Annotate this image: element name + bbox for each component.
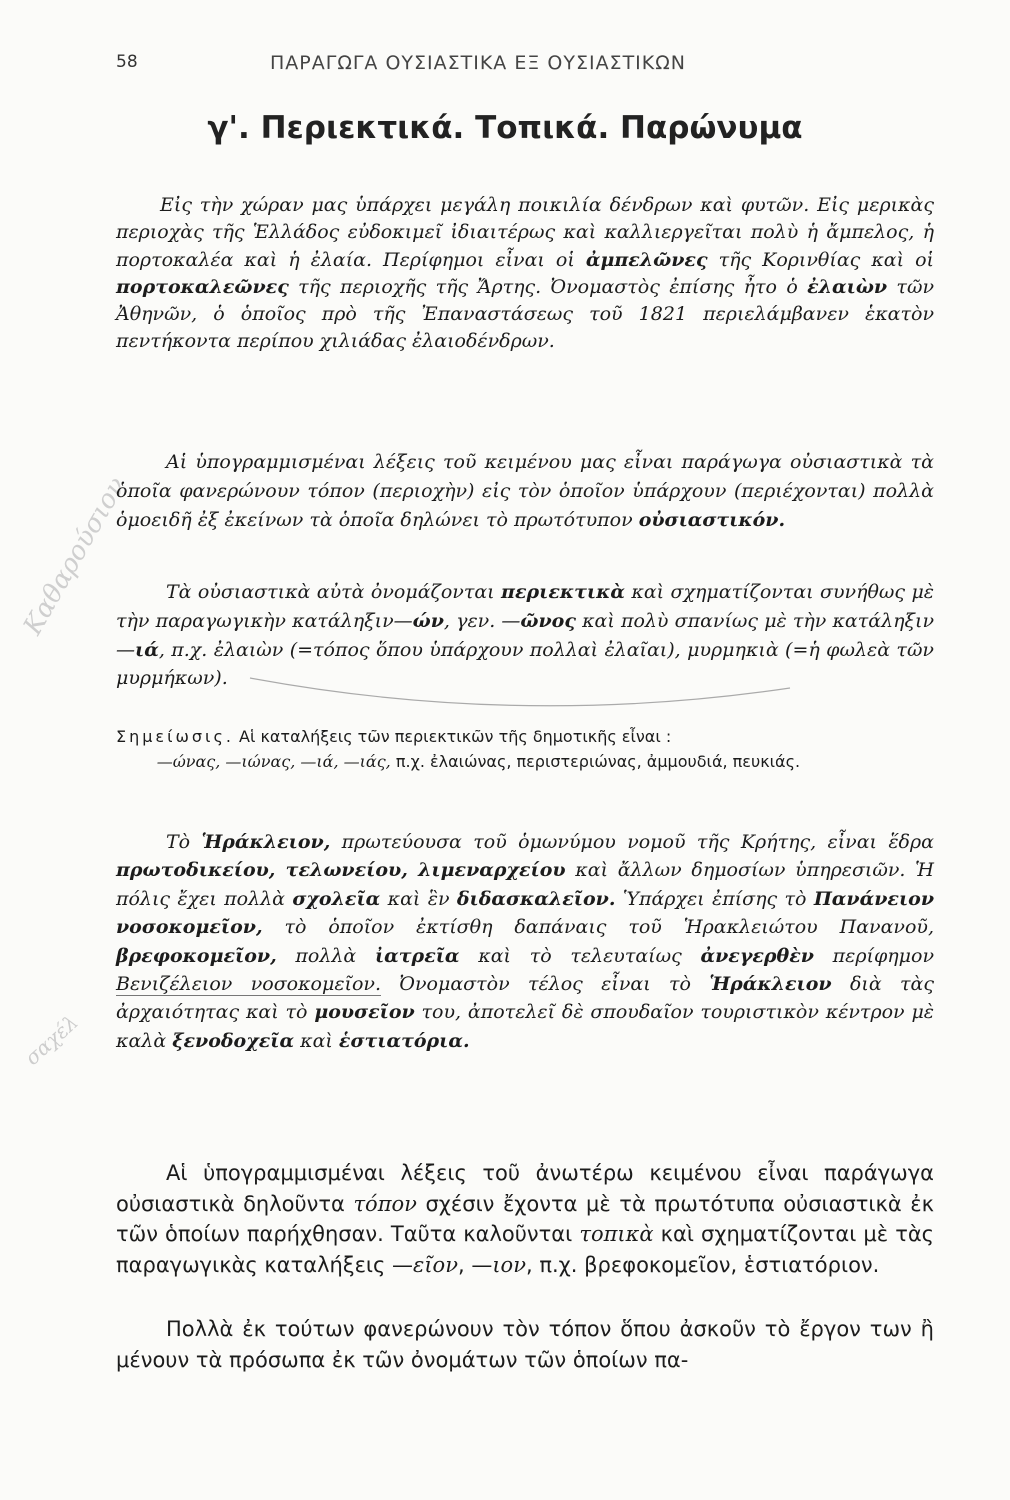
suffix-ion: ιον — [492, 1252, 526, 1277]
term-xenodocheia: ξενοδοχεῖα — [172, 1029, 295, 1052]
term-herakleion-2: Ἡράκλειον — [709, 973, 832, 996]
page-number: 58 — [116, 52, 138, 72]
term-estiatoria: ἑστιατόρια. — [338, 1029, 470, 1052]
suffix-onos: ῶνος — [520, 609, 576, 632]
paragraph-explanation: Αἱ ὑπογραμμισμέναι λέξεις τοῦ κειμένου μας εἶναι παράγωγα οὐσιαστικὰ τὰ ὁποῖα φανερώνουν τόπον (περιοχὴν) εἰς τὸν ὁποῖον ὑπάρχουν (περιέχονται) πολλὰ ὁμοειδῆ ἐξ ἐκείνων τὰ ὁποῖα δηλώνει τὸ πρωτότυπον οὐσιαστικόν. — [116, 451, 934, 531]
section-title: γ'. Περιεκτικά. Τοπικά. Παρώνυμα — [207, 110, 803, 146]
term-herakleion: Ἡράκλειον, — [201, 831, 331, 853]
paragraph-topika: Αἱ ὑπογραμμισμέναι λέξεις τοῦ ἀνωτέρω κειμένου εἶναι παράγωγα οὐσιαστικὰ δηλοῦντα τόπον σχέσιν ἔχοντα μὲ τὰ πρωτότυπα οὐσιαστικὰ ἐκ τῶν ὁποίων παρήχθησαν. Ταῦτα καλοῦνται τοπικὰ καὶ σχηματίζονται μὲ τὰς παραγωγικὰς καταλήξεις —εῖον, —ιον, π.χ. βρεφοκομεῖον, ἑστιατόριον. — [116, 1161, 935, 1277]
note-endings: —ώνας, —ιώνας, —ιά, —ιάς, — [156, 752, 391, 771]
paragraph-continuation: Πολλὰ ἐκ τούτων φανερώνουν τὸν τόπον ὅπου ἀσκοῦν τὸ ἔργον των ἢ μένουν τὰ πρόσωπα ἐκ τῶν ὀνομάτων τῶν ὁποίων πα- — [116, 1317, 934, 1372]
term-portokaleones: πορτοκαλεῶνες — [116, 275, 289, 298]
paragraph-periektika: Τὰ οὐσιαστικὰ αὐτὰ ὀνομάζονται περιεκτικὰ καὶ σχηματίζονται συνήθως μὲ τὴν παραγωγικὴν κατάληξιν—ών, γεν. —ῶνος καὶ πολὺ σπανίως μὲ τὴν κατάληξιν —ιά, π.χ. ἐλαιὼν (=τόπος ὅπου ὑπάρχουν πολλαὶ ἐλαῖαι), μυρμηκιὰ (=ἡ φωλεὰ τῶν μυρμήκων). — [116, 581, 934, 690]
margin-handwriting-1: Καθαρούσιον — [18, 472, 133, 640]
term-venizeleion: Βενιζέλειον νοσοκομεῖον. — [116, 973, 382, 996]
term-iatreia: ἰατρεῖα — [374, 944, 460, 967]
term-anegerthen: ἀνεγερθὲν — [700, 944, 814, 967]
suffix-eion: εῖον — [413, 1252, 458, 1277]
term-elaion: ἐλαιὼν — [807, 275, 888, 298]
running-header — [110, 52, 930, 78]
note-label: Σημείωσις. — [116, 727, 234, 746]
paragraph-intro: Εἰς τὴν χώραν μας ὑπάρχει μεγάλη ποικιλία δένδρων καὶ φυτῶν. Εἰς μερικὰς περιοχὰς τῆς Ἑλλάδος εὐδοκιμεῖ ἰδιαιτέρως καὶ καλλιεργεῖται πολὺ ἡ ἄμπελος, ἡ πορτοκαλέα καὶ ἡ ἐλαία. Περίφημοι εἶναι οἱ ἀμπελῶνες τῆς Κορινθίας καὶ οἱ πορτοκαλεῶνες τῆς περιοχῆς τῆς Ἄρτης. Ὀνομαστὸς ἐπίσης ἦτο ὁ ἐλαιὼν τῶν Ἀθηνῶν, ὁ ὁποῖος πρὸ τῆς Ἐπαναστάσεως τοῦ 1821 περιελάμβανεν ἑκατὸν πεντήκοντα περίπου χιλιάδας ἐλαιοδένδρων. — [116, 194, 934, 353]
term-pananeion: Πανάνειον νοσοκομεῖον, — [116, 887, 935, 939]
term-ousiastikon: οὐσιαστικόν. — [638, 508, 786, 531]
term-vrefokomeion: βρεφοκομεῖον, — [116, 944, 277, 967]
term-didaskaleion: διδασκαλεῖον. — [456, 887, 616, 910]
running-title: ΠΑΡΑΓΩΓΑ ΟΥΣΙΑΣΤΙΚΑ ΕΞ ΟΥΣΙΑΣΤΙΚΩΝ — [270, 52, 686, 74]
term-scholeia: σχολεῖα — [292, 887, 381, 910]
note-block: Σημείωσις. Αἱ καταλήξεις τῶν περιεκτικῶν τῆς δημοτικῆς εἶναι : —ώνας, —ιώνας, —ιά, —ιάς, π.χ. ἐλαιώνας, περιστεριώνας, ἀμμουδιά, πευκιάς. — [116, 727, 801, 771]
term-ampelones: ἀμπελῶνες — [585, 248, 708, 271]
suffix-ia: ιά — [135, 638, 159, 661]
term-topika: τοπικὰ — [579, 1222, 654, 1246]
term-institutions: πρωτοδικείου, τελωνείου, λιμεναρχείου — [116, 859, 566, 882]
margin-handwriting-2: σαχέλ — [20, 1010, 83, 1070]
term-topon: τόπον — [353, 1191, 417, 1216]
term-mouseion: μουσεῖον — [314, 1001, 415, 1024]
paragraph-heraklion: Τὸ Ἡράκλειον, πρωτεύουσα τοῦ ὁμωνύμου νομοῦ τῆς Κρήτης, εἶναι ἕδρα πρωτοδικείου, τελωνείου, λιμεναρχείου καὶ ἄλλων δημοσίων ὑπηρεσιῶν. Ἡ πόλις ἔχει πολλὰ σχολεῖα καὶ ἓν διδασκαλεῖον. Ὑπάρχει ἐπίσης τὸ Πανάνειον νοσοκομεῖον, τὸ ὁποῖον ἐκτίσθη δαπάναις τοῦ Ἡρακλειώτου Πανανοῦ, βρεφοκομεῖον, πολλὰ ἰατρεῖα καὶ τὸ τελευταίως ἀνεγερθὲν περίφημον Βενιζέλειον νοσοκομεῖον. Ὀνομαστὸν τέλος εἶναι τὸ Ἡράκλειον διὰ τὰς ἀρχαιότητας καὶ τὸ μουσεῖον του, ἀποτελεῖ δὲ σπουδαῖον τουριστικὸν κέντρον μὲ καλὰ ξενοδοχεῖα καὶ ἑστιατόρια. — [116, 831, 935, 1052]
pencil-arc-annotation — [240, 668, 800, 718]
suffix-on: ών — [412, 609, 444, 632]
term-periektika: περιεκτικὰ — [501, 581, 625, 603]
